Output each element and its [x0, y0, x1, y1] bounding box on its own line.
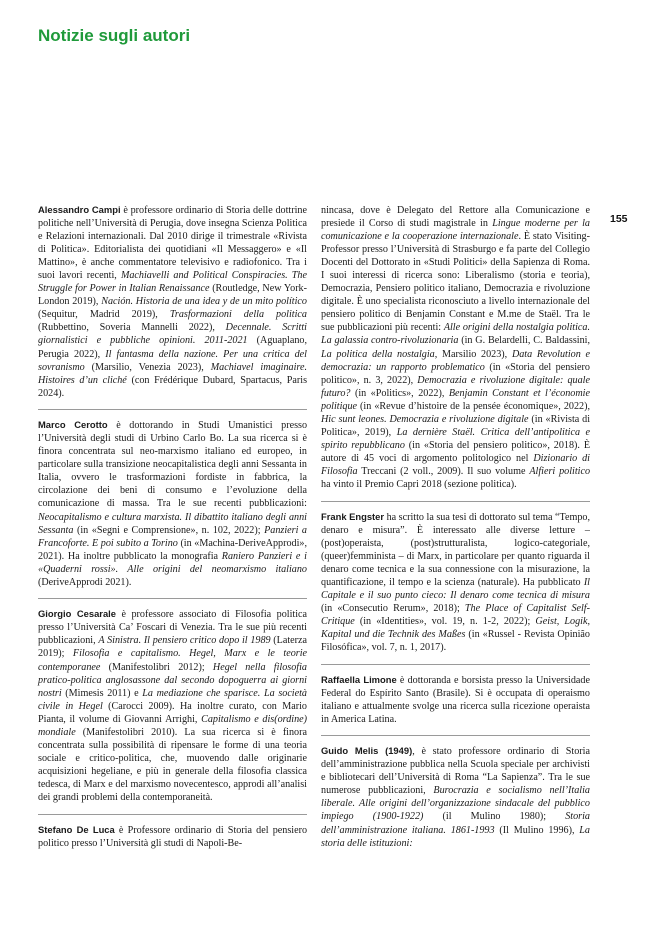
publication-title: Neocapitalismo e cultura marxista. Il dibattito italiano degli anni Sessanta: [38, 511, 307, 536]
bio-text: (in «Segni e Comprensione», n. 102, 2022);: [73, 524, 265, 536]
page-number: 155: [610, 213, 628, 225]
bio-divider: [38, 598, 307, 599]
bio-text: (con Frédérique Dubard, Spartacus, Paris 2024).: [38, 374, 308, 399]
bio-text: è Professore ordinario di Storia del pensiero politico presso l’Università gli studi di Napoli-Be-: [38, 824, 308, 849]
publication-title: La mediazione che sparisce. La società civile in Hegel: [38, 687, 307, 712]
publication-title: Burocrazia e socialismo nell’Italia liberale. Alle origini dell’organizzazione sindacale del pubblico impiego (1900-1922): [321, 785, 590, 823]
bio-text: è professore ordinario di Storia delle dottrine politiche nell’Università di Perugia, dove insegna Scienza Politica e Relazioni internazionali. Dal 2010 dirige il trimestrale «Rivista di Politica». Editorialista dei quotidiani «Il Messaggero» e «Il Mattino», è anche commentatore televisivo e radiofonico. Tra i suoi lavori recenti,: [38, 205, 307, 282]
publication-title: Il fantasma della nazione. Per una critica del sovranismo: [38, 348, 307, 373]
page-title: Notizie sugli autori: [38, 26, 191, 45]
publication-title: Lingue moderne per la comunicazione e la cooperazione internazionale: [321, 218, 590, 243]
publication-title: The Place of Capitalist Self-Critique: [321, 602, 590, 627]
publication-title: Hic sunt leones. Democrazia e rivoluzione digitale: [321, 413, 529, 425]
bio-text: (in «Politics», 2022),: [350, 387, 449, 399]
author-bio: [38, 824, 307, 850]
author-name: Guido Melis: [321, 745, 379, 757]
bio-text: (Aguaplano, Perugia 2022),: [38, 335, 307, 360]
left-column: [38, 204, 307, 859]
publication-title: Benjamin Constant et l’économie politique: [321, 387, 590, 412]
bio-text: , Marsilio 2023),: [434, 348, 512, 360]
bio-text: (Rubbettino, Soveria Mannelli 2022),: [38, 322, 226, 334]
bio-text: (Il Mulino 1996),: [494, 824, 580, 836]
bio-text: (Laterza 2019);: [38, 635, 308, 660]
author-name: Frank Engster: [321, 510, 385, 522]
author-bio: [38, 608, 307, 804]
publication-title: Machiavel imaginaire. Histoires d’un cliché: [38, 361, 307, 386]
author-name: Stefano De Luca: [38, 823, 115, 835]
bio-text: (in «Consecutio Rerum», 2018);: [321, 602, 465, 614]
author-bio: [321, 204, 590, 491]
publication-title: Nación. Historia de una idea y de un mito político: [101, 296, 307, 308]
bio-text: (il Mulino 1980);: [423, 811, 566, 823]
bio-text: (in «Identities», vol. 19, n. 1-2, 2022);: [354, 615, 536, 627]
bio-text: , è stato professore ordinario di Storia dell’amministrazione pubblica nella Scuola speciale per archivisti e bibliotecari dell’Università di Roma “La Sapienza”. Tra le sue numerose pubblicazioni,: [321, 746, 590, 797]
bio-text: (in «Storia del pensiero politico», n. 3, 2022),: [321, 361, 590, 386]
publication-title: Hegel nella filosofia pratico-politica anglosassone dal secondo dopoguerra ai giorni nostri: [38, 661, 307, 699]
bio-text: . È stato Visiting-Professor presso l’Università di Strasburgo e fa parte del Collegio Docenti del Dottorato in «Studi Politici» della Sapienza di Roma. I suoi interessi di ricerca sono: Liberalismo (storia e teoria), Democrazia, Pensiero politico italiano, Democrazia e rivoluzione digitale. È uno specialista riconosciuto a livello internazionale del pensiero politico di Benjamin Constant e M.me de Staël. Tra le sue pubblicazioni più recenti:: [321, 231, 590, 334]
publication-title: La politica della nostalgia: [321, 348, 435, 360]
bio-text: (in «Machina-DeriveApprodi», 2021). Ha inoltre pubblicato la monografia: [38, 537, 307, 562]
bio-divider: [38, 409, 307, 410]
bio-divider: [321, 664, 590, 665]
bio-text: è professore associato di Filosofia politica presso l’Università Ca’ Foscari di Venezia. Tra le sue più recenti pubblicazioni,: [38, 609, 307, 647]
bio-divider: [38, 814, 307, 815]
right-column: [321, 204, 590, 859]
publication-title: Raniero Panzieri e i «Quaderni rossi». Alle origini del neomarxismo italiano: [38, 550, 307, 575]
bio-text: (Marsilio, Venezia 2023),: [84, 361, 211, 373]
publication-title: Il Capitale e il suo punto cieco: Il denaro come tecnica di misura: [321, 576, 590, 601]
author-name: Giorgio Cesarale: [38, 608, 116, 620]
bio-text: (Mimesis 2011) e: [61, 687, 143, 699]
publication-title: Dizionario di Filosofia: [321, 452, 590, 477]
publication-title: Decennale. Scritti giornalistici e pubbliche opinioni. 2011-2021: [38, 322, 307, 347]
publication-title: Democrazia e rivoluzione digitale: quale futuro?: [321, 374, 590, 399]
publication-title: Panzieri a Francoforte. E poi subito a Torino: [38, 524, 307, 549]
bio-text: (in «Rivista di Politica», 2019),: [321, 413, 591, 438]
publication-title: Geist, Logik, Kapital und die Technik des Maßes: [321, 615, 590, 640]
publication-title: Trasformazioni della politica: [169, 309, 307, 321]
bio-text: ha vinto il Premio Capri 2018 (sezione politica).: [321, 478, 517, 490]
author-name: Marco Cerotto: [38, 419, 108, 431]
publication-title: Capitalismo e dis(ordine) mondiale: [38, 713, 307, 738]
bio-text: (in G. Belardelli, C. Baldassini,: [458, 335, 591, 347]
bio-text: Treccani (2 voll., 2009). Il suo volume: [357, 465, 530, 477]
publication-title: A Sinistra. Il pensiero critico dopo il 1989: [98, 635, 271, 647]
author-bio: [321, 511, 590, 655]
author-bio: [321, 674, 590, 726]
author-bio: [38, 204, 307, 400]
publication-title: Filosofia e capitalismo. Hegel, Marx e le teorie contemporanee: [38, 648, 307, 673]
author-name: Raffaella Limone: [321, 673, 397, 685]
bio-divider: [321, 501, 590, 502]
bio-text: è dottoranda e borsista presso la Universidade Federal do Espírito Santo (Brasile). Si è occupata di operaismo italiano e attualmente svolge una ricerca sulla ricezione operaista in America Latina.: [321, 674, 590, 725]
publication-title: Data Revolution e democrazia: un rapporto problematico: [321, 348, 590, 373]
bio-text: (in «Storia del pensiero politico», 2018). È autore di 45 voci di argomento politologico nel: [321, 439, 591, 464]
publication-title: Alle origini della nostalgia politica. La galassia contro-rivoluzionaria: [321, 322, 590, 347]
bio-text: è dottorando in Studi Umanistici presso l’Università degli studi di Urbino Carlo Bo. La sua ricerca si è finora concentrata sul neo-marxismo italiano ed europeo, in particolare sulla transizione neocapitalistica degli anni Sessanta in Italia, ovvero le trasformazioni fordiste in fabbrica, la circolazione dei beni di consumo e l’evoluzione della comunicazione di massa. Tra le sue recenti pubblicazioni:: [38, 420, 308, 510]
publication-title: Alfieri politico: [529, 465, 591, 477]
bio-text: (in «Revue d’histoire de la pensée économique», 2022),: [357, 400, 590, 412]
bio-text: (Manifestolibri 2010). La sua ricerca si è finora concentrata sulla possibilità di ripensare le forme di una teoria sociale e critico-politica, che, muovendo dalle originarie acquisizioni hegeliane, e più in generale della filosofia classica tedesca, di Marx e del marxismo novecentesco, approdi all’analisi dei grandi problemi della contemporaneità.: [38, 726, 307, 803]
publication-title: La storia delle istituzioni:: [321, 824, 590, 849]
bio-text: (DeriveApprodi 2021).: [38, 576, 132, 588]
publication-title: Storia dell’amministrazione italiana. 1861-1993: [321, 811, 590, 836]
publication-title: Machiavelli and Political Conspiracies. The Struggle for Power in Italian Renaissance: [38, 270, 307, 295]
bio-text: (Sequitur, Madrid 2019),: [38, 309, 170, 321]
author-name: Alessandro Campi: [38, 204, 121, 215]
bio-text: (Manifestolibri 2012);: [100, 661, 213, 673]
bio-text: (Carocci 2009). Ha inoltre curato, con Mario Pianta, il volume di Giovanni Arrighi,: [38, 700, 307, 725]
author-bio: [321, 745, 590, 849]
publication-title: La dernière Staël. Critica dell’antipolitica e spirito repubblicano: [321, 426, 590, 451]
author-bio: [38, 419, 307, 589]
bio-text: (Routledge, New York-London 2019),: [38, 283, 307, 308]
bio-divider: [321, 735, 590, 736]
bio-text: ha scritto la sua tesi di dottorato sul tema “Tempo, denaro e misura”. È interessato alle diverse letture – (post)operaista, (post)strutturalista, logico-categoriale, (queer)femminista – di Marx, in particolare per quanto riguarda il denaro come tecnica e la sua connessione con la misurazione, la quantificazione, il tempo e la scienza (naturale). Ha pubblicato: [321, 511, 591, 588]
author-year: (1949): [378, 745, 413, 757]
bio-text: (in «Russel - Revista Opinião Filosófica», vol. 7, n. 1, 2017).: [321, 628, 590, 653]
bio-text: nincasa, dove è Delegato del Rettore alla Comunicazione e presiede il Corso di studi magistrale in: [321, 205, 590, 230]
